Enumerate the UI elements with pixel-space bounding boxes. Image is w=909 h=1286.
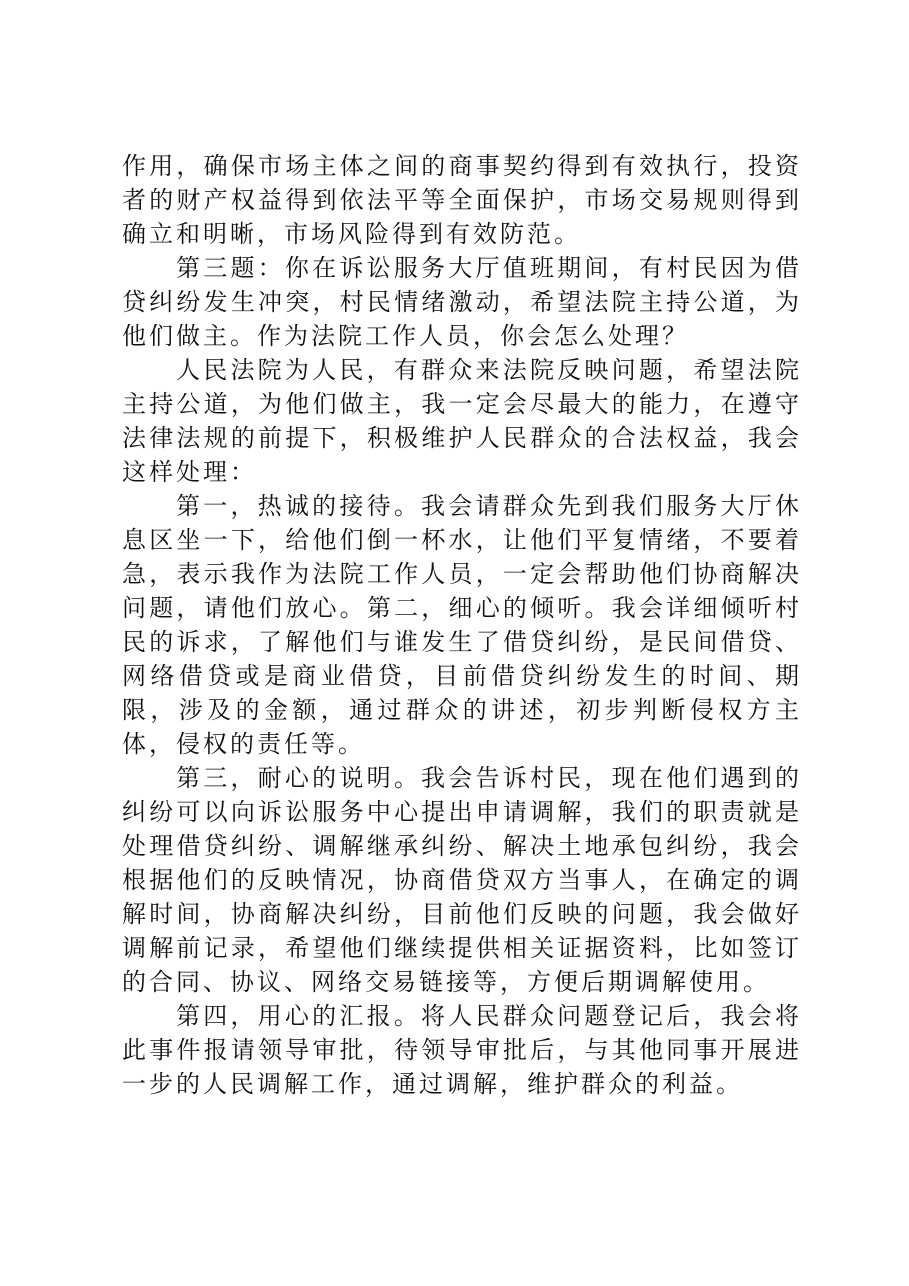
paragraph-step-four: 第四，用心的汇报。将人民群众问题登记后，我会将此事件报请领导审批，待领导审批后，与其他同事开展进一步的人民调解工作，通过调解，维护群众的利益。 bbox=[122, 1002, 802, 1098]
paragraph-step-three: 第三，耐心的说明。我会告诉村民，现在他们遇到的纠纷可以向诉讼服务中心提出申请调解，我们的职责就是处理借贷纠纷、调解继承纠纷、解决土地承包纠纷，我会根据他们的反映情况，协商借贷双方当事人，在确定的调解时间，协商解决纠纷，目前他们反映的问题，我会做好调解前记录，希望他们继续提供相关证据资料，比如签订的合同、协议、网络交易链接等，方便后期调解使用。 bbox=[122, 764, 802, 996]
paragraph-continuation: 作用，确保市场主体之间的商事契约得到有效执行，投资者的财产权益得到依法平等全面保护，市场交易规则得到确立和明晰，市场风险得到有效防范。 bbox=[122, 152, 802, 248]
document-body bbox=[122, 149, 802, 1101]
paragraph-step-one-two: 第一，热诚的接待。我会请群众先到我们服务大厅休息区坐一下，给他们倒一杯水，让他们平复情绪，不要着急，表示我作为法院工作人员，一定会帮助他们协商解决问题，请他们放心。第二，细心的倾听。我会详细倾听村民的诉求，了解他们与谁发生了借贷纠纷，是民间借贷、网络借贷或是商业借贷，目前借贷纠纷发生的时间、期限，涉及的金额，通过群众的讲述，初步判断侵权方主体，侵权的责任等。 bbox=[122, 492, 802, 758]
paragraph-question-three: 第三题：你在诉讼服务大厅值班期间，有村民因为借贷纠纷发生冲突，村民情绪激动，希望法院主持公道，为他们做主。作为法院工作人员，你会怎么处理？ bbox=[122, 254, 802, 350]
paragraph-intro-answer: 人民法院为人民，有群众来法院反映问题，希望法院主持公道，为他们做主，我一定会尽最大的能力，在遵守法律法规的前提下，积极维护人民群众的合法权益，我会这样处理： bbox=[122, 356, 802, 486]
